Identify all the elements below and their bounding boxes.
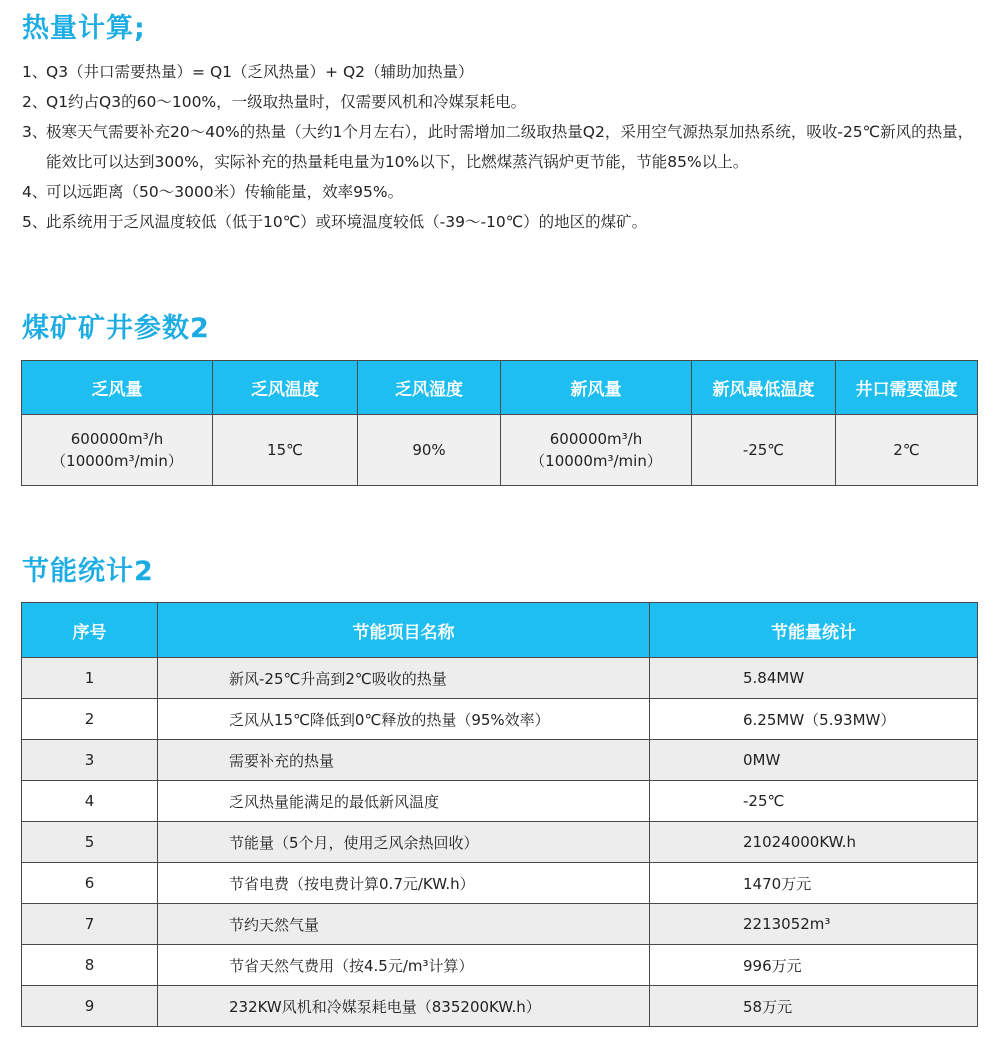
item-text: Q3（井口需要热量）= Q1（乏风热量）+ Q2（辅助加热量）	[46, 63, 474, 81]
row-number: 2	[22, 699, 158, 740]
table-cell: 90%	[358, 415, 501, 486]
table-row	[22, 658, 978, 699]
item-value: 2213052m³	[650, 904, 978, 945]
cell-line: 600000m³/h	[70, 430, 164, 448]
col-header: 新风最低温度	[692, 361, 836, 415]
col-header: 节能项目名称	[158, 603, 650, 658]
table-cell: 2℃	[836, 415, 978, 486]
table-cell	[501, 415, 692, 486]
row-number: 6	[22, 863, 158, 904]
item-text: Q1约占Q3的60～100%，一级取热量时，仅需要风机和冷媒泵耗电。	[46, 93, 527, 111]
item-value: 6.25MW（5.93MW）	[650, 699, 978, 740]
row-number: 3	[22, 740, 158, 781]
table-cell: 15℃	[213, 415, 358, 486]
table-cell: -25℃	[692, 415, 836, 486]
item-name: 节省电费（按电费计算0.7元/KW.h）	[158, 863, 650, 904]
item-name: 节省天然气费用（按4.5元/m³计算）	[158, 945, 650, 986]
item-name: 需要补充的热量	[158, 740, 650, 781]
col-header: 乏风湿度	[358, 361, 501, 415]
cell-line: 600000m³/h	[549, 430, 643, 448]
table-row	[22, 822, 978, 863]
table-cell	[22, 415, 213, 486]
list-item	[22, 87, 982, 117]
item-text: 可以远距离（50～3000米）传输能量，效率95%。	[46, 183, 404, 201]
list-item	[22, 177, 982, 207]
item-number: 5、	[22, 213, 48, 231]
row-number: 4	[22, 781, 158, 822]
savings-table	[21, 602, 978, 1027]
col-header: 节能量统计	[650, 603, 978, 658]
table-row	[22, 415, 978, 486]
item-value: 58万元	[650, 986, 978, 1027]
table-row	[22, 945, 978, 986]
table-row	[22, 986, 978, 1027]
row-number: 7	[22, 904, 158, 945]
item-value: 996万元	[650, 945, 978, 986]
heat-calc-list	[22, 57, 982, 237]
table-row	[22, 740, 978, 781]
row-number: 9	[22, 986, 158, 1027]
item-name: 节约天然气量	[158, 904, 650, 945]
table-header-row	[22, 361, 978, 415]
item-number: 2、	[22, 93, 48, 111]
item-value: 21024000KW.h	[650, 822, 978, 863]
cell-line: （10000m³/min）	[530, 452, 662, 470]
col-header: 井口需要温度	[836, 361, 978, 415]
col-header: 乏风量	[22, 361, 213, 415]
savings-title: 节能统计2	[22, 556, 154, 587]
col-header: 乏风温度	[213, 361, 358, 415]
item-number: 4、	[22, 183, 48, 201]
item-name: 乏风从15℃降低到0℃释放的热量（95%效率）	[158, 699, 650, 740]
item-value: 0MW	[650, 740, 978, 781]
item-value: -25℃	[650, 781, 978, 822]
item-value: 1470万元	[650, 863, 978, 904]
table-header-row	[22, 603, 978, 658]
row-number: 1	[22, 658, 158, 699]
item-number: 1、	[22, 63, 48, 81]
item-value: 5.84MW	[650, 658, 978, 699]
params-title: 煤矿矿井参数2	[22, 313, 210, 344]
table-row	[22, 781, 978, 822]
params-table	[21, 360, 978, 486]
item-name: 232KW风机和冷媒泵耗电量（835200KW.h）	[158, 986, 650, 1027]
col-header: 新风量	[501, 361, 692, 415]
table-row	[22, 863, 978, 904]
list-item	[22, 207, 982, 237]
cell-line: （10000m³/min）	[51, 452, 183, 470]
heat-calc-title: 热量计算;	[22, 13, 146, 44]
table-row	[22, 699, 978, 740]
item-name: 新风-25℃升高到2℃吸收的热量	[158, 658, 650, 699]
row-number: 5	[22, 822, 158, 863]
col-header: 序号	[22, 603, 158, 658]
item-text: 极寒天气需要补充20～40%的热量（大约1个月左右），此时需增加二级取热量Q2，采用空气源热泵加热系统，吸收-25℃新风的热量，能效比可以达到300%，实际补充的热量耗电量为10%以下，比燃煤蒸汽锅炉更节能，节能85%以上。	[46, 123, 974, 171]
item-name: 节能量（5个月，使用乏风余热回收）	[158, 822, 650, 863]
item-number: 3、	[22, 123, 48, 141]
list-item	[22, 117, 982, 177]
table-row	[22, 904, 978, 945]
list-item	[22, 57, 982, 87]
row-number: 8	[22, 945, 158, 986]
item-name: 乏风热量能满足的最低新风温度	[158, 781, 650, 822]
item-text: 此系统用于乏风温度较低（低于10℃）或环境温度较低（-39～-10℃）的地区的煤矿。	[46, 213, 648, 231]
